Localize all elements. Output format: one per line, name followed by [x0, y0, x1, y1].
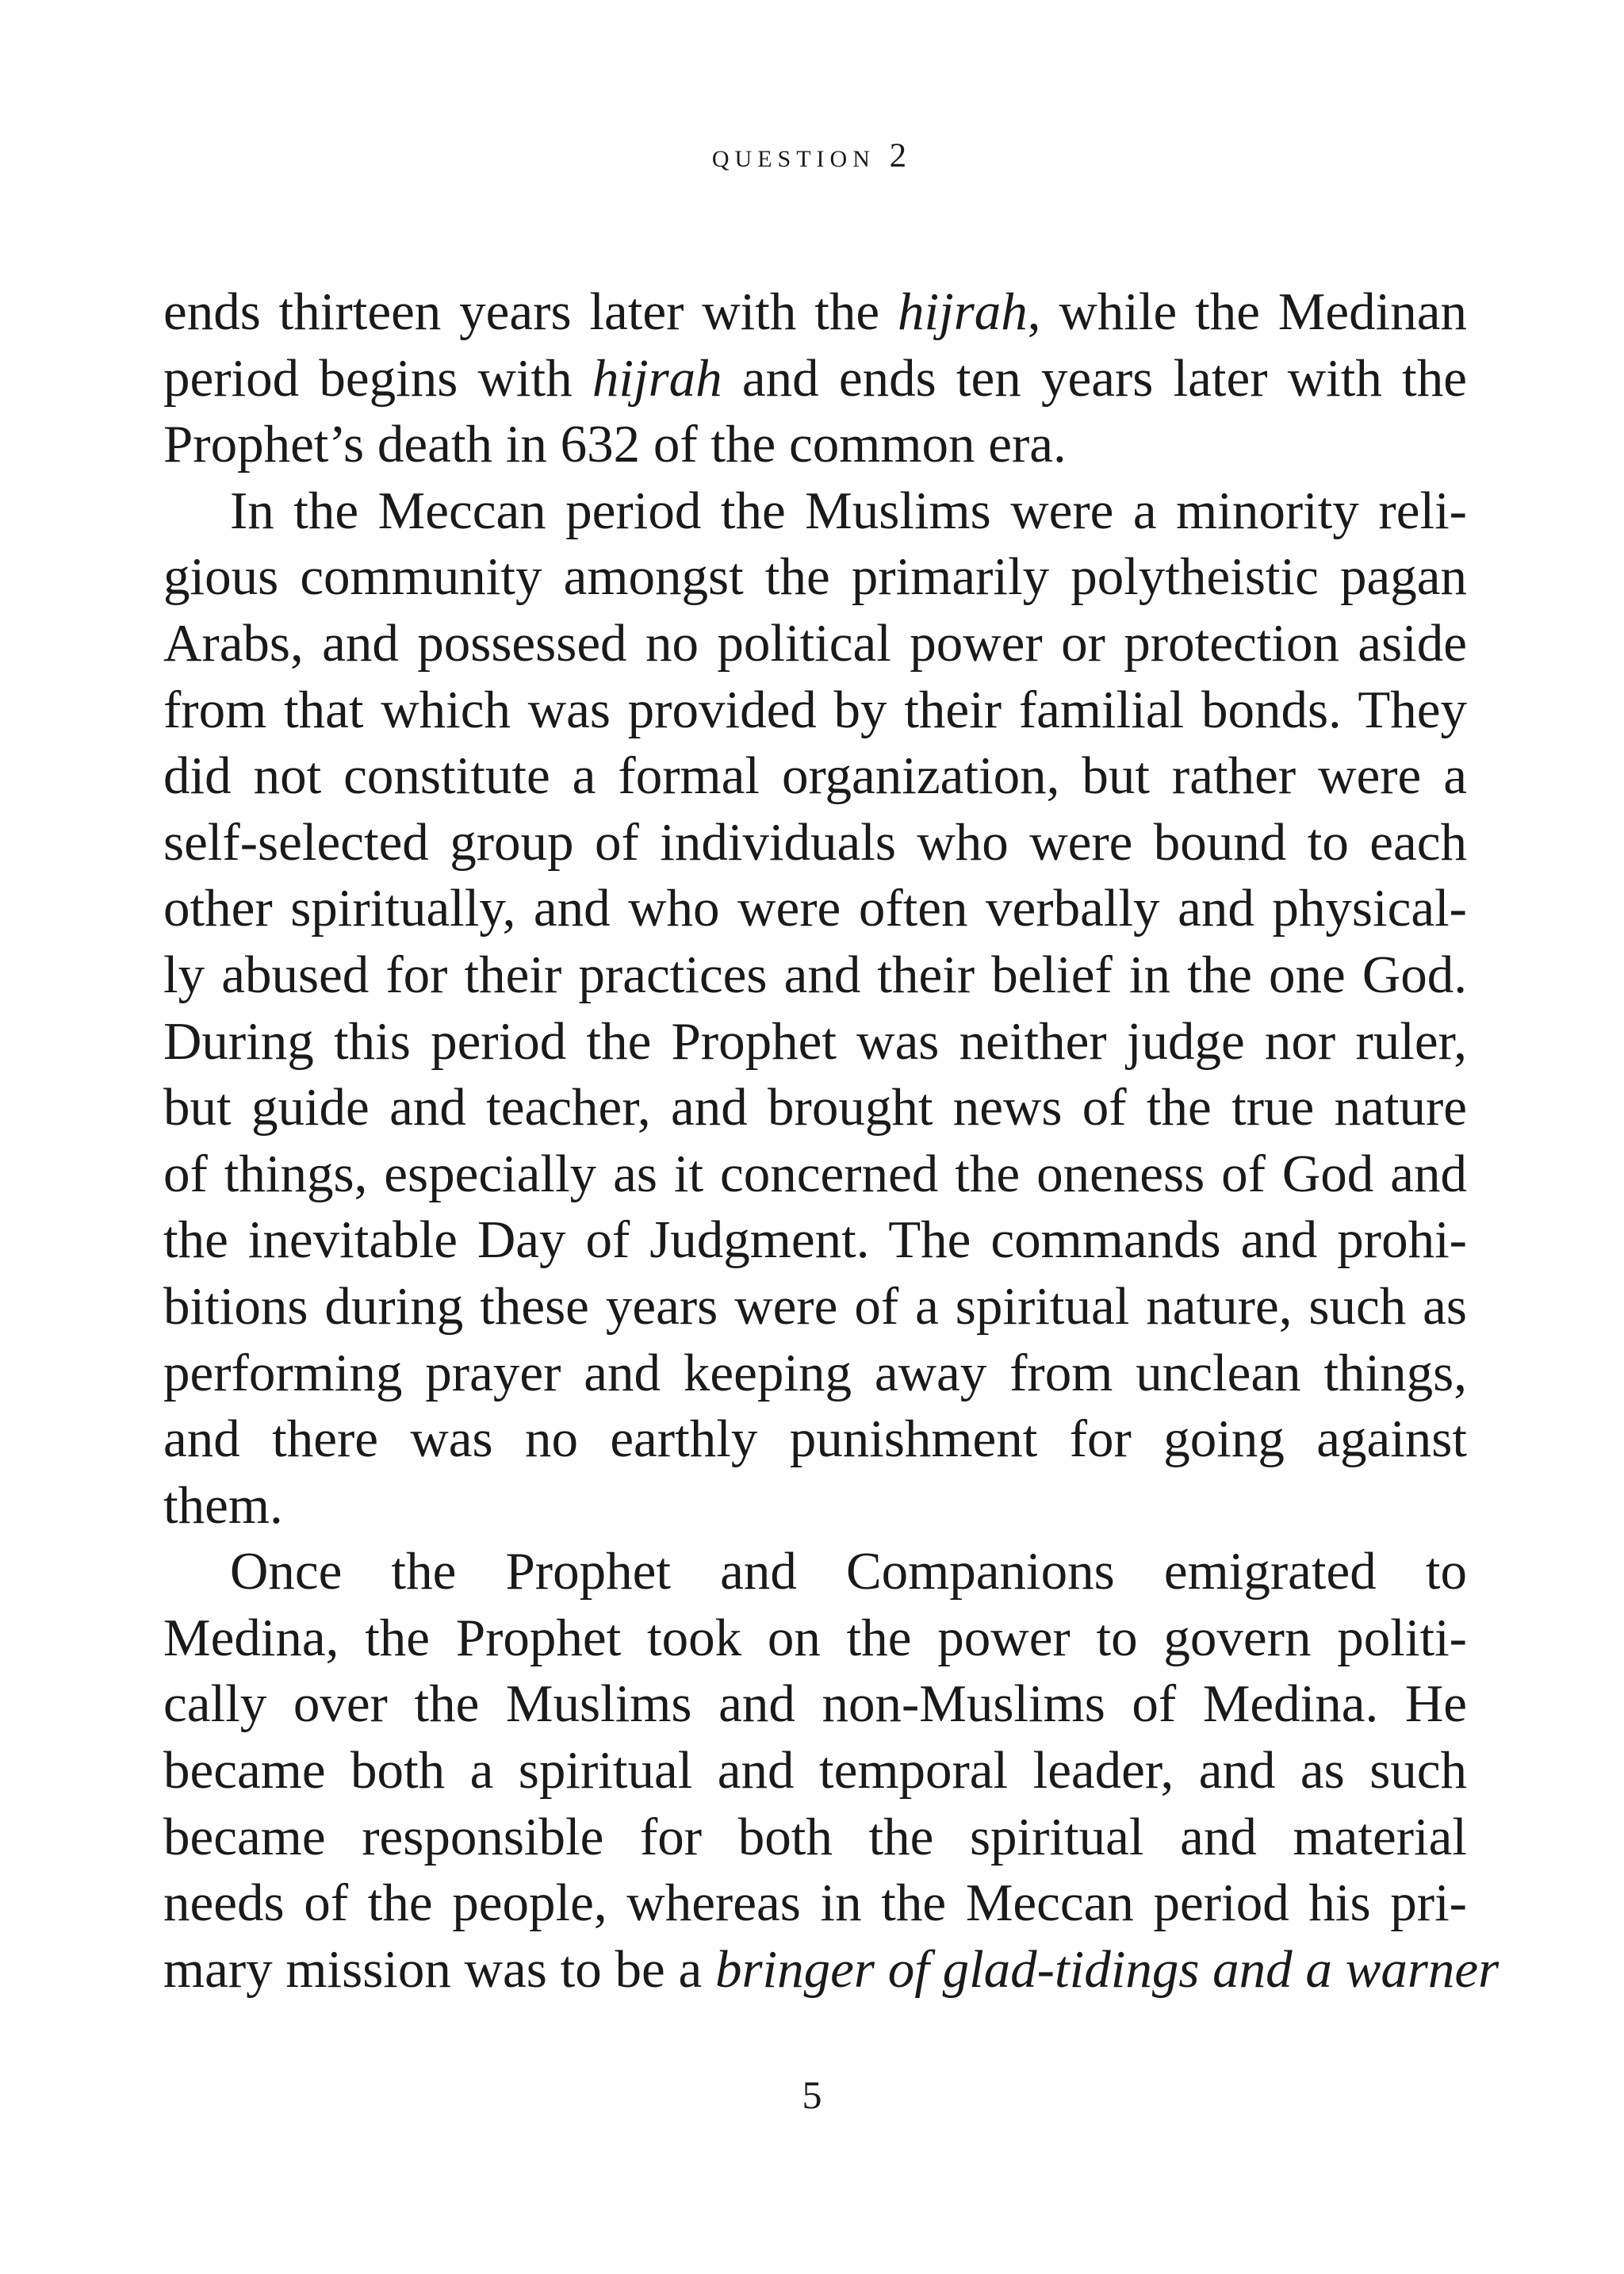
text-line: bitions during these years were of a spiritual nature, such as	[163, 1276, 1467, 1336]
text-line: but guide and teacher, and brought news of the true nature	[163, 1078, 1467, 1137]
text-line: During this period the Prophet was neither judge nor ruler,	[163, 1011, 1467, 1071]
text-line: gious community amongst the primarily polytheistic pagan	[163, 547, 1467, 607]
text-line: needs of the people, whereas in the Meccan period his pri-	[163, 1873, 1467, 1933]
text-run: period begins with	[163, 348, 592, 408]
text-line	[163, 346, 1467, 412]
text-line: became responsible for both the spiritual and material	[163, 1807, 1467, 1866]
text-line: of things, especially as it concerned the oneness of God and	[163, 1144, 1467, 1203]
text-line: ly abused for their practices and their belief in the one God.	[163, 945, 1467, 1004]
text-line: Prophet’s death in 632 of the common era.	[163, 415, 1067, 474]
text-line: In the Meccan period the Muslims were a minority reli-	[230, 481, 1467, 540]
text-line	[163, 279, 1467, 346]
text-line: Arabs, and possessed no political power or protection aside	[163, 613, 1467, 673]
text-run: and ends ten years later with the	[722, 348, 1467, 408]
text-run: ends thirteen years later with the	[163, 282, 898, 341]
text-run: mary mission was to be a	[163, 1939, 715, 1999]
text-run: , while the Medinan	[1027, 282, 1467, 341]
italic-term: hijrah	[897, 282, 1028, 341]
text-line: and there was no earthly punishment for going against	[163, 1409, 1467, 1469]
text-line: self-selected group of individuals who were bound to each	[163, 812, 1467, 872]
text-line: did not constitute a formal organization, but rather were a	[163, 746, 1467, 806]
running-head: question 2	[711, 137, 913, 174]
text-line: became both a spiritual and temporal leader, and as such	[163, 1741, 1467, 1800]
text-line: Medina, the Prophet took on the power to govern politi-	[163, 1608, 1467, 1667]
italic-term: hijrah	[592, 348, 722, 408]
page-body	[163, 279, 1500, 2003]
text-line: them.	[163, 1475, 283, 1535]
text-line: the inevitable Day of Judgment. The commands and prohi-	[163, 1210, 1467, 1270]
page-number: 5	[802, 2073, 822, 2117]
text-line	[163, 1937, 1500, 2004]
text-line: other spiritually, and who were often verbally and physical-	[163, 879, 1467, 938]
italic-phrase: bringer of glad-tidings and a warner	[714, 1939, 1500, 1999]
text-line: from that which was provided by their familial bonds. They	[163, 680, 1467, 739]
text-line: cally over the Muslims and non-Muslims of Medina. He	[163, 1674, 1467, 1734]
text-line: Once the Prophet and Companions emigrated to	[230, 1542, 1467, 1601]
text-line: performing prayer and keeping away from unclean things,	[163, 1343, 1467, 1402]
